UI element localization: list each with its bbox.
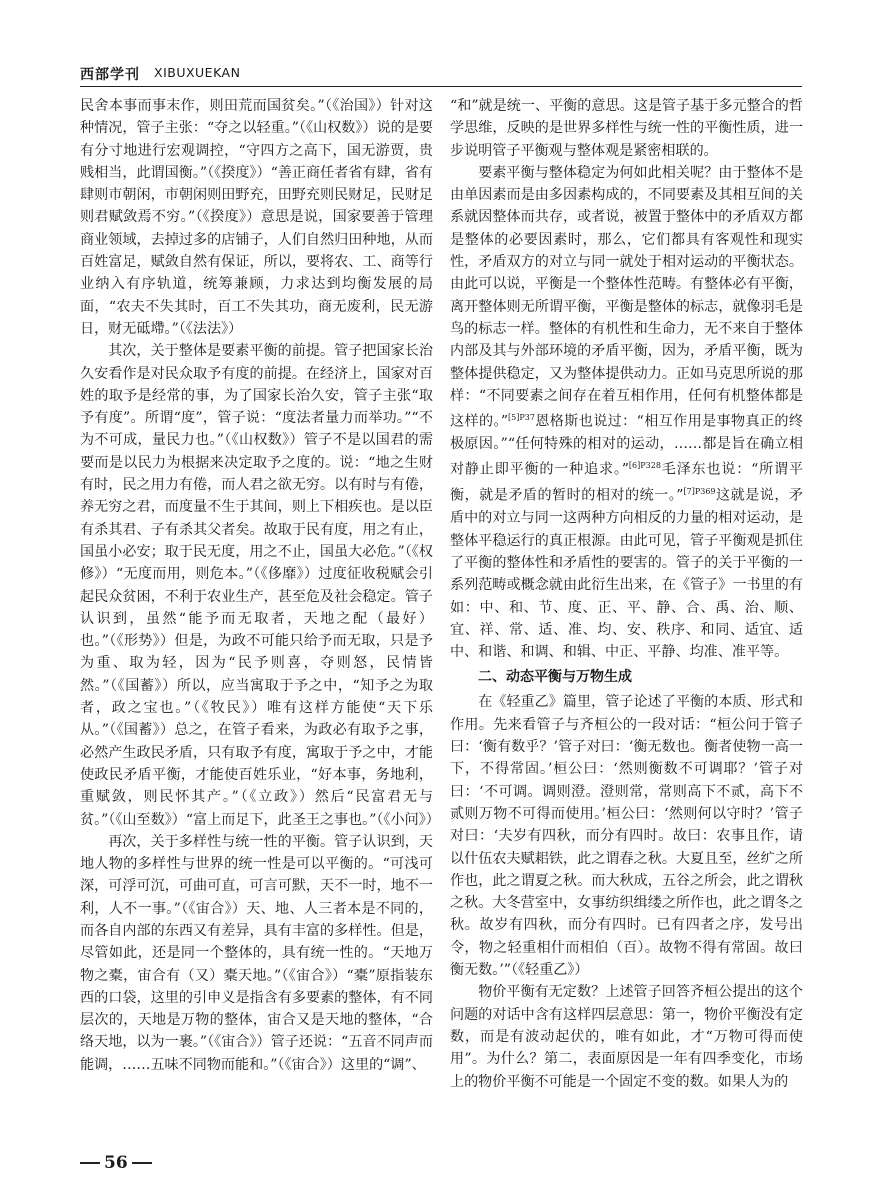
- paragraph-text: 这就是说，矛盾中的对立与同一这两种方向相反的力量的相对运动，是整体平稳运行的真正根源。由此可见，管子平衡观是抓住了平衡的整体性和矛盾性的要害的。管子的关于平衡的一系列范畴或概念就由此衍生出来，在《管子》一书里的有如：中、和、节、度、正、平、静、合、禹、治、顺、宜、祥、常、适、准、均、安、秩序、和同、适宜、适中、和谐、和调、和辑、中正、平静、均准、准平等。: [450, 488, 804, 661]
- page-number-dash-left: [80, 1162, 100, 1163]
- citation-ref: [6]P328: [628, 461, 661, 471]
- page-number: [80, 1153, 152, 1173]
- paragraph: “和”就是统一、平衡的意思。这是管子基于多元整合的哲学思维，反映的是世界多样性与统一性的平衡性质，进一步说明管子平衡观与整体观是紧密相联的。: [450, 98, 803, 159]
- left-column: [80, 95, 440, 1076]
- paragraph: 物价平衡有无定数？上述管子回答齐桓公提出的这个问题的对话中含有这样四层意思：第一，物价平衡没有定数，而是有波动起伏的，唯有如此，才“万物可得而使用”。为什么？第二，表面原因是一年有四季变化，市场上的物价平衡不可能是一个固定不变的数。如果人为的: [450, 984, 803, 1090]
- journal-title-cn: 西部学刊: [80, 67, 140, 83]
- paragraph: 在《轻重乙》篇里，管子论述了平衡的本质、形式和作用。先来看管子与齐桓公的一段对话：“桓公问于管子曰：‘衡有数乎？’管子对曰：‘衡无数也。衡者使物一高一下，不得常固。’桓公曰：‘然则衡数不可调耶？’管子对曰：‘不可调。调则澄。澄则常，常则高下不贰，高下不贰则万物不可得而使用。’桓公曰：‘然则何以守时？’管子对曰：‘夫岁有四秋，而分有四时。故曰：农事且作，请以什伍农夫赋耜铁，此之谓春之秋。大夏且至，丝纩之所作也，此之谓夏之秋。而大秋成，五谷之所会，此之谓秋之秋。大冬营室中，女事纺织缉缕之所作也，此之谓冬之秋。故岁有四秋，而分有四时。已有四者之序，发号出令，物之轻重相什而相伯（百）。故物不得有常固。故曰衡无数。’”（《轻重乙》）: [450, 694, 803, 979]
- paragraph-text: 要素平衡与整体稳定为何如此相关呢？由于整体不是由单因素而是由多因素构成的，不同要素及其相互间的关系就因整体而共存，或者说，被置于整体中的矛盾双方都是整体的必要因素时，那么，它们都具有客观性和现实性，矛盾双方的对立与同一就处于相对运动的平衡状态。由此可以说，平衡是一个整体性范畴。有整体必有平衡，离开整体则无所谓平衡，平衡是整体的标志，就像羽毛是鸟的标志一样。整体的有机性和生命力，无不来自于整体内部及其与外部环境的矛盾平衡，因为，矛盾平衡，既为整体提供稳定，又为整体提供动力。正如马克思所说的那样：“不同要素之间存在着互相作用，任何有机整体都是这样的。”: [450, 164, 803, 430]
- paragraph: 民舍本事而事末作，则田荒而国贫矣。”（《治国》）针对这种情况，管子主张：“夺之以轻重。”（《山权数》）说的是要有分寸地进行宏观调控，“守四方之高下，国无游贾，贵贱相当，此谓国衡。”（《揆度》）“善正商任者省有肆，省有肆则市朝闲，市朝闲则田野充，田野充则民财足，民财足则君赋敛焉不穷。”（《揆度》）意思是说，国家要善于管理商业领域，去掉过多的店铺子，人们自然归田种地，从而百姓富足，赋敛自然有保证，所以，要将农、工、商等行业纳入有序轨道，统筹兼顾，力求达到均衡发展的局面，“农夫不失其时，百工不失其功，商无废利，民无游日，财无砥墆。”（《法法》）: [80, 98, 433, 337]
- paragraph: 其次，关于整体是要素平衡的前提。管子把国家长治久安看作是对民众取予有度的前提。在经济上，国家对百姓的取予是经常的事，为了国家长治久安，管子主张“取予有度”。所谓“度”，管子说：“度法者量力而举功。”“不为不可成，量民力也。”（《山权数》）管子不是以国君的需要而是以民力为根据来决定取予之度的。说：“地之生财有时，民之用力有倦，而人君之欲无穷。以有时与有倦，养无穷之君，而度量不生于其间，则上下相疾也。是以臣有杀其君、子有杀其父者矣。故取于民有度，用之有止，国虽小必安；取于民无度，用之不止，国虽大必危。”（《权修》）“无度而用，则危本。”（《侈靡》）过度征收税赋会引起民众贫困，不利于农业生产，甚至危及社会稳定。管子认识到，虽然“能予而无取者，天地之配（最好）也。”（《形势》）但是，为政不可能只给予而无取，只是予为重、取为轻，因为“民予则喜，夺则怒，民情皆然。”（《国蓄》）所以，应当寓取于予之中，“知予之为取者，政之宝也。”（《牧民》）唯有这样方能使“天下乐从。”（《国蓄》）总之，在管子看来，为政必有取予之事，必然产生政民矛盾，只有取予有度，寓取于予之中，才能使政民矛盾平衡，才能使百姓乐业，“好本事，务地利，重赋敛，则民怀其产。”（《立政》）然后“民富君无与贫。”（《山至数》）“富上而足下，此圣王之事也。”（《小问》）: [80, 343, 440, 828]
- page-number-text: 56: [104, 1153, 128, 1173]
- paragraph-text: 毛泽东也说：“所谓平衡，就是矛盾的暂时的相对的统一。”: [450, 462, 803, 505]
- right-column: [450, 95, 803, 1093]
- citation-ref: [7]P369: [683, 487, 716, 497]
- paragraph-text: 恩格斯也说过：“相互作用是事物真正的终极原因。”“任何特殊的相对的运动，……都是旨在确立相对静止即平衡的一种追求。”: [450, 413, 803, 479]
- journal-title-en: XIBUXUEKAN: [154, 65, 241, 80]
- running-header: [80, 64, 802, 87]
- paragraph: [450, 162, 803, 664]
- citation-ref: [5]P37: [508, 413, 535, 423]
- page-number-dash-right: [132, 1162, 152, 1163]
- paragraph: 再次，关于多样性与统一性的平衡。管子认识到，天地人物的多样性与世界的统一性是可以平衡的。“可浅可深，可浮可沉，可曲可直，可言可默，天不一时，地不一利，人不一事。”（《宙合》）天、地、人三者本是不同的，而各自内部的东西又有差异，具有丰富的多样性。但是，尽管如此，还是同一个整体的，具有统一性的。“天地万物之橐，宙合有（又）橐天地。”（《宙合》）“橐”原指装东西的口袋，这里的引申义是指含有多要素的整体，有不同层次的，天地是万物的整体，宙合又是天地的整体，“合络天地，以为一裹。”（《宙合》）管子还说：“五音不同声而能调，……五味不同物而能和。”（《宙合》）这里的“调”、: [80, 833, 433, 1073]
- section-heading: 二、动态平衡与万物生成: [478, 669, 632, 686]
